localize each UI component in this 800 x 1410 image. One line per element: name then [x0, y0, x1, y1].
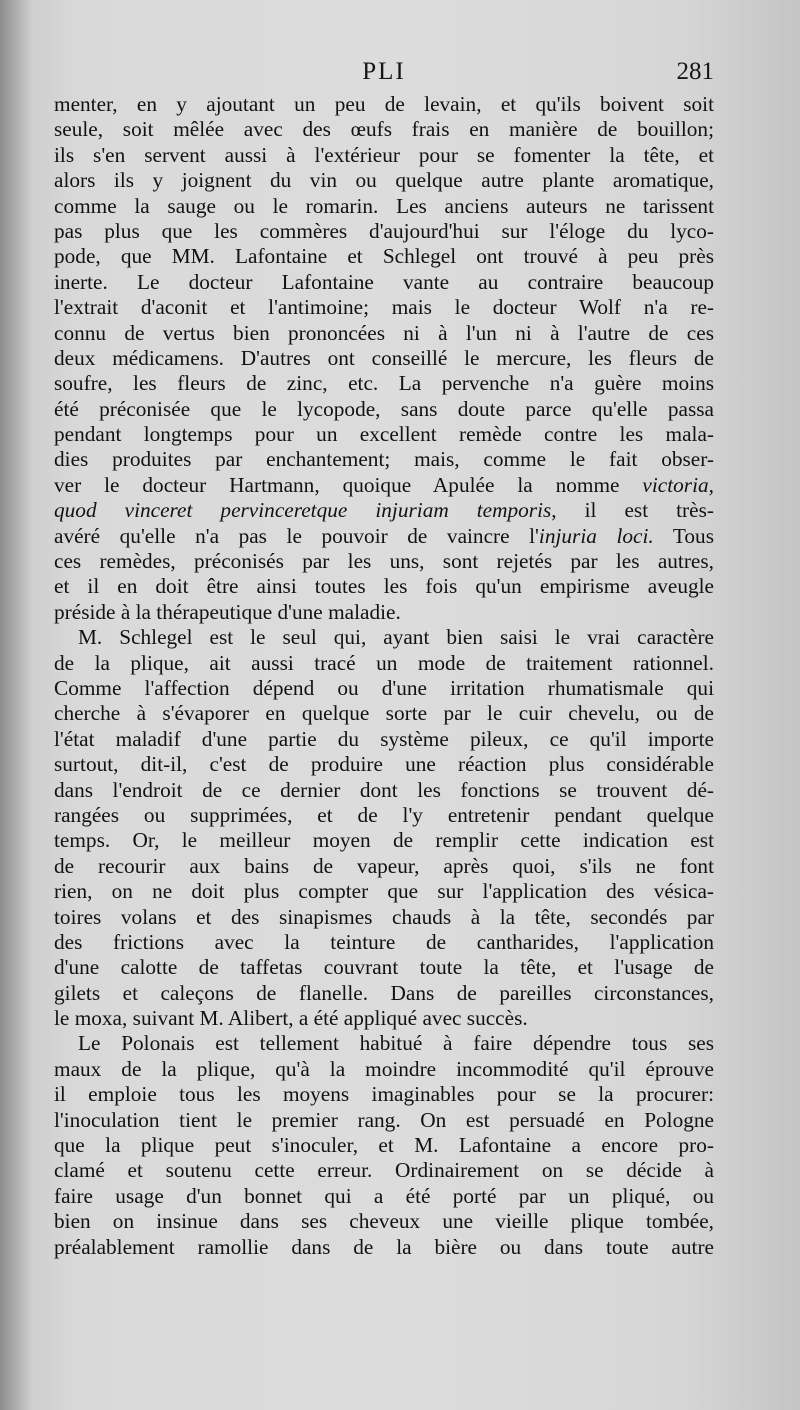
- body-text: [54, 92, 714, 1260]
- text-segment: ver le docteur Hartmann, quoique Apulée la nomme: [54, 472, 643, 497]
- text-line: ils s'en servent aussi à l'extérieur pour se fomenter la tête, et: [54, 142, 714, 167]
- text-line: de recourir aux bains de vapeur, après quoi, s'ils ne font: [54, 853, 714, 878]
- text-line: été préconisée que le lycopode, sans doute parce qu'elle passa: [54, 396, 714, 421]
- text-line: dans l'endroit de ce dernier dont les fonctions se trouvent dé-: [54, 777, 714, 802]
- page-header: [54, 58, 714, 92]
- text-line: de la plique, ait aussi tracé un mode de traitement rationnel.: [54, 650, 714, 675]
- page-number: 281: [676, 58, 714, 85]
- text-line: gilets et caleçons de flanelle. Dans de pareilles circonstances,: [54, 980, 714, 1005]
- running-head: PLI: [362, 58, 406, 85]
- text-line: seule, soit mêlée avec des œufs frais en manière de bouillon;: [54, 117, 714, 142]
- text-line: rien, on ne doit plus compter que sur l'application des vésica-: [54, 879, 714, 904]
- text-line: l'extrait d'aconit et l'antimoine; mais le docteur Wolf n'a re-: [54, 295, 714, 320]
- text-line-with-italic: [54, 473, 714, 498]
- text-line: toires volans et des sinapismes chauds à la tête, secondés par: [54, 904, 714, 929]
- text-line: faire usage d'un bonnet qui a été porté par un pliqué, ou: [54, 1183, 714, 1208]
- text-segment: , il est très-: [551, 498, 714, 523]
- italic-latin: quod vinceret pervinceretque injuriam temporis: [54, 498, 552, 523]
- italic-latin: victoria,: [642, 472, 714, 497]
- text-line: préalablement ramollie dans de la bière ou dans toute autre: [54, 1234, 714, 1259]
- text-line: pode, que MM. Lafontaine et Schlegel ont trouvé à peu près: [54, 244, 714, 269]
- text-line: l'état maladif d'une partie du système pileux, ce qu'il importe: [54, 726, 714, 751]
- text-line: ces remèdes, préconisés par les uns, sont rejetés par les autres,: [54, 549, 714, 574]
- paragraph-start-line: M. Schlegel est le seul qui, ayant bien saisi le vrai caractère: [78, 625, 714, 650]
- text-line: deux médicamens. D'autres ont conseillé le mercure, les fleurs de: [54, 345, 714, 370]
- text-line-with-italic: [54, 498, 714, 523]
- text-line: temps. Or, le meilleur moyen de remplir cette indication est: [54, 828, 714, 853]
- text-line: pas plus que les commères d'aujourd'hui sur l'éloge du lyco-: [54, 218, 714, 243]
- text-line: menter, en y ajoutant un peu de levain, et qu'ils boivent soit: [54, 92, 714, 116]
- text-line: l'inoculation tient le premier rang. On est persuadé en Pologne: [54, 1107, 714, 1132]
- text-line: que la plique peut s'inoculer, et M. Lafontaine a encore pro-: [54, 1133, 714, 1158]
- text-line: clamé et soutenu cette erreur. Ordinairement on se décide à: [54, 1158, 714, 1183]
- italic-latin: injuria loci.: [538, 523, 654, 548]
- text-line: d'une calotte de taffetas couvrant toute la tête, et l'usage de: [54, 955, 714, 980]
- text-line: Comme l'affection dépend ou d'une irritation rhumatismale qui: [54, 675, 714, 700]
- text-line: surtout, dit-il, c'est de produire une réaction plus considérable: [54, 752, 714, 777]
- text-line: et il en doit être ainsi toutes les fois qu'un empirisme aveugle: [54, 574, 714, 599]
- text-line: il emploie tous les moyens imaginables pour se la procurer:: [54, 1082, 714, 1107]
- text-line: connu de vertus bien prononcées ni à l'un ni à l'autre de ces: [54, 320, 714, 345]
- text-line: préside à la thérapeutique d'une maladie.: [54, 599, 401, 624]
- text-segment: Tous: [653, 523, 714, 548]
- text-line-with-italic: [54, 524, 714, 549]
- text-line: inerte. Le docteur Lafontaine vante au contraire beaucoup: [54, 269, 714, 294]
- text-line: soufre, les fleurs de zinc, etc. La pervenche n'a guère moins: [54, 371, 714, 396]
- text-line: pendant longtemps pour un excellent remède contre les mala-: [54, 422, 714, 447]
- text-line: comme la sauge ou le romarin. Les anciens auteurs ne tarissent: [54, 193, 714, 218]
- text-line: alors ils y joignent du vin ou quelque autre plante aromatique,: [54, 168, 714, 193]
- paragraph-start-line: Le Polonais est tellement habitué à faire dépendre tous ses: [78, 1031, 714, 1056]
- text-line: le moxa, suivant M. Alibert, a été appliqué avec succès.: [54, 1006, 528, 1031]
- text-segment: avéré qu'elle n'a pas le pouvoir de vaincre l': [54, 523, 539, 548]
- text-line: dies produites par enchantement; mais, comme le fait obser-: [54, 447, 714, 472]
- text-line: maux de la plique, qu'à la moindre incommodité qu'il éprouve: [54, 1056, 714, 1081]
- text-line: bien on insinue dans ses cheveux une vieille plique tombée,: [54, 1209, 714, 1234]
- text-line: rangées ou supprimées, et de l'y entretenir pendant quelque: [54, 802, 714, 827]
- text-line: cherche à s'évaporer en quelque sorte par le cuir chevelu, ou de: [54, 701, 714, 726]
- text-line: des frictions avec la teinture de cantharides, l'application: [54, 929, 714, 954]
